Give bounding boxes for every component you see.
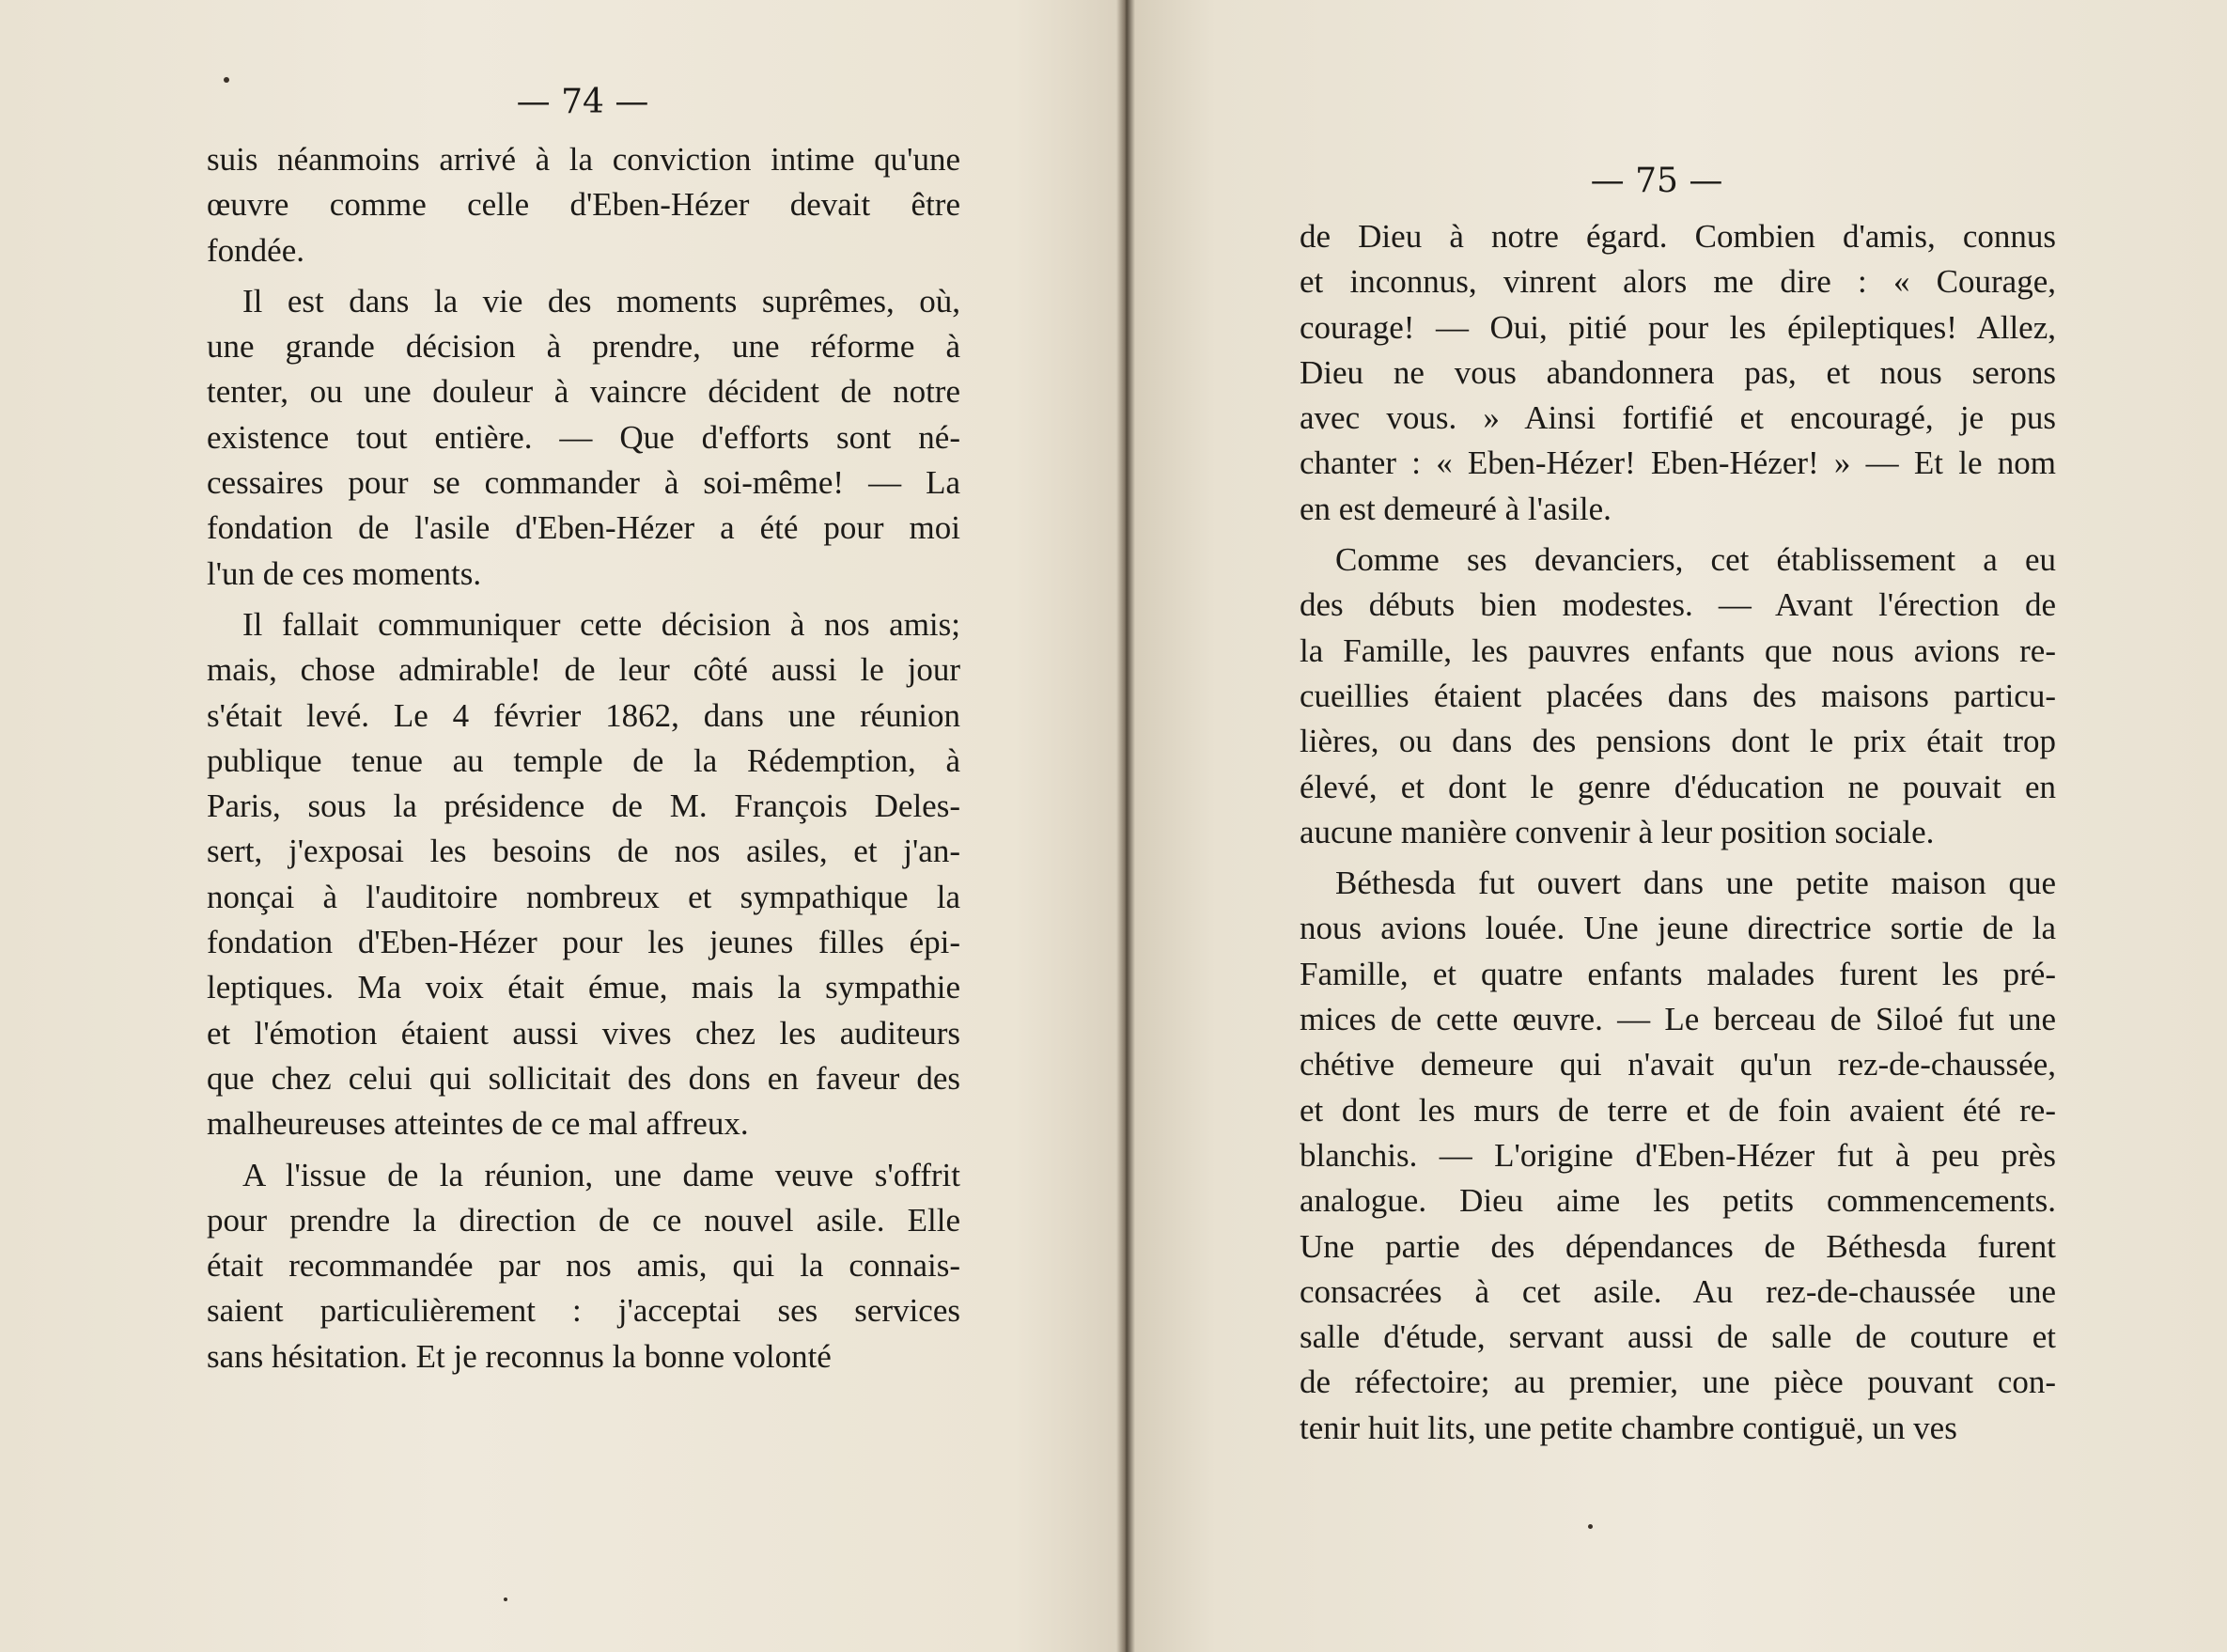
text-line: fondation de l'asile d'Eben-Hézer a été pour moi	[207, 509, 960, 547]
text-line: fondation d'Eben-Hézer pour les jeunes filles épi-	[207, 924, 960, 961]
text-line: s'était levé. Le 4 février 1862, dans une réunion	[207, 696, 960, 734]
text-line: malheureuses atteintes de ce mal affreux.	[207, 1105, 749, 1143]
text-line: suis néanmoins arrivé à la conviction intime qu'une	[207, 141, 960, 178]
paragraph	[207, 279, 960, 597]
text-line: lières, ou dans des pensions dont le prix était trop	[1300, 723, 2056, 760]
text-line: Comme ses devanciers, cet établissement a eu	[1335, 541, 2056, 579]
text-line: analogue. Dieu aime les petits commencements.	[1300, 1182, 2056, 1220]
text-line: de réfectoire; au premier, une pièce pouvant con-	[1300, 1364, 2056, 1401]
text-line: élevé, et dont le genre d'éducation ne pouvait en	[1300, 768, 2056, 805]
text-line: cessaires pour se commander à soi-même! — La	[207, 464, 960, 502]
text-line: courage! — Oui, pitié pour les épileptiques! Allez,	[1300, 308, 2056, 346]
text-line: saient particulièrement : j'acceptai ses services	[207, 1292, 960, 1330]
page-number: — 75 —	[1590, 162, 1723, 200]
text-line: chétive demeure qui n'avait qu'un rez-de-chaussée,	[1300, 1046, 2056, 1083]
book-gutter	[1116, 0, 1135, 1652]
text-line: et dont les murs de terre et de foin avaient été re-	[1300, 1091, 2056, 1129]
text-line: que chez celui qui sollicitait des dons en faveur des	[207, 1059, 960, 1097]
text-line: et l'émotion étaient aussi vives chez les auditeurs	[207, 1014, 960, 1052]
text-line: de Dieu à notre égard. Combien d'amis, connus	[1300, 218, 2056, 255]
paragraph	[1300, 538, 2056, 855]
paragraph	[207, 137, 960, 273]
text-line: fondée.	[207, 231, 304, 269]
text-line: tenir huit lits, une petite chambre contiguë, un ves	[1300, 1409, 1957, 1446]
text-line: cueillies étaient placées dans des maisons particu-	[1300, 677, 2056, 714]
paragraph	[1300, 214, 2056, 532]
text-line: en est demeuré à l'asile.	[1300, 490, 1612, 527]
text-line: Dieu ne vous abandonnera pas, et nous serons	[1300, 353, 2056, 391]
text-line: Une partie des dépendances de Béthesda furent	[1300, 1227, 2056, 1265]
page-number: — 74 —	[516, 83, 649, 121]
text-line: pour prendre la direction de ce nouvel asile. Elle	[207, 1201, 960, 1239]
text-line: œuvre comme celle d'Eben-Hézer devait être	[207, 186, 960, 224]
text-line: était recommandée par nos amis, qui la connais-	[207, 1247, 960, 1285]
paper-speck	[504, 1597, 507, 1601]
paragraph	[1300, 861, 2056, 1451]
text-line: avec vous. » Ainsi fortifié et encouragé, je pus	[1300, 399, 2056, 437]
page-text	[207, 137, 960, 1379]
text-line: consacrées à cet asile. Au rez-de-chaussée une	[1300, 1272, 2056, 1310]
text-line: nous avions louée. Une jeune directrice sortie de la	[1300, 910, 2056, 947]
paragraph	[207, 1153, 960, 1379]
text-line: Famille, et quatre enfants malades furent les pré-	[1300, 955, 2056, 992]
paper-speck	[224, 77, 229, 83]
text-line: Béthesda fut ouvert dans une petite maison que	[1335, 865, 2056, 902]
text-line: chanter : « Eben-Hézer! Eben-Hézer! » — Et le nom	[1300, 444, 2056, 482]
paper-speck	[1588, 1524, 1593, 1529]
text-line: nonçai à l'auditoire nombreux et sympathique la	[207, 878, 960, 915]
text-line: salle d'étude, servant aussi de salle de couture et	[1300, 1318, 2056, 1356]
text-line: et inconnus, vinrent alors me dire : « Courage,	[1300, 263, 2056, 301]
text-line: Il est dans la vie des moments suprêmes, où,	[242, 282, 960, 319]
text-line: A l'issue de la réunion, une dame veuve s'offrit	[242, 1156, 960, 1193]
text-line: leptiques. Ma voix était émue, mais la sympathie	[207, 969, 960, 1006]
text-line: des débuts bien modestes. — Avant l'érection de	[1300, 586, 2056, 624]
text-line: Paris, sous la présidence de M. François Deles-	[207, 787, 960, 825]
text-line: tenter, ou une douleur à vaincre décident de notre	[207, 373, 960, 411]
text-line: aucune manière convenir à leur position sociale.	[1300, 813, 1935, 850]
text-line: sans hésitation. Et je reconnus la bonne volonté	[207, 1337, 832, 1375]
text-line: la Famille, les pauvres enfants que nous avions re-	[1300, 631, 2056, 669]
right-page	[1128, 0, 2227, 1652]
text-line: existence tout entière. — Que d'efforts sont né-	[207, 418, 960, 456]
text-line: Il fallait communiquer cette décision à nos amis;	[242, 605, 960, 643]
text-line: mais, chose admirable! de leur côté aussi le jour	[207, 651, 960, 689]
text-line: l'un de ces moments.	[207, 554, 482, 592]
text-line: blanchis. — L'origine d'Eben-Hézer fut à peu près	[1300, 1136, 2056, 1174]
text-line: mices de cette œuvre. — Le berceau de Siloé fut une	[1300, 1001, 2056, 1038]
text-line: une grande décision à prendre, une réforme à	[207, 328, 960, 366]
page-text	[1300, 214, 2056, 1451]
text-line: publique tenue au temple de la Rédemption, à	[207, 741, 960, 779]
text-line: sert, j'exposai les besoins de nos asiles, et j'an-	[207, 833, 960, 870]
paragraph	[207, 602, 960, 1147]
